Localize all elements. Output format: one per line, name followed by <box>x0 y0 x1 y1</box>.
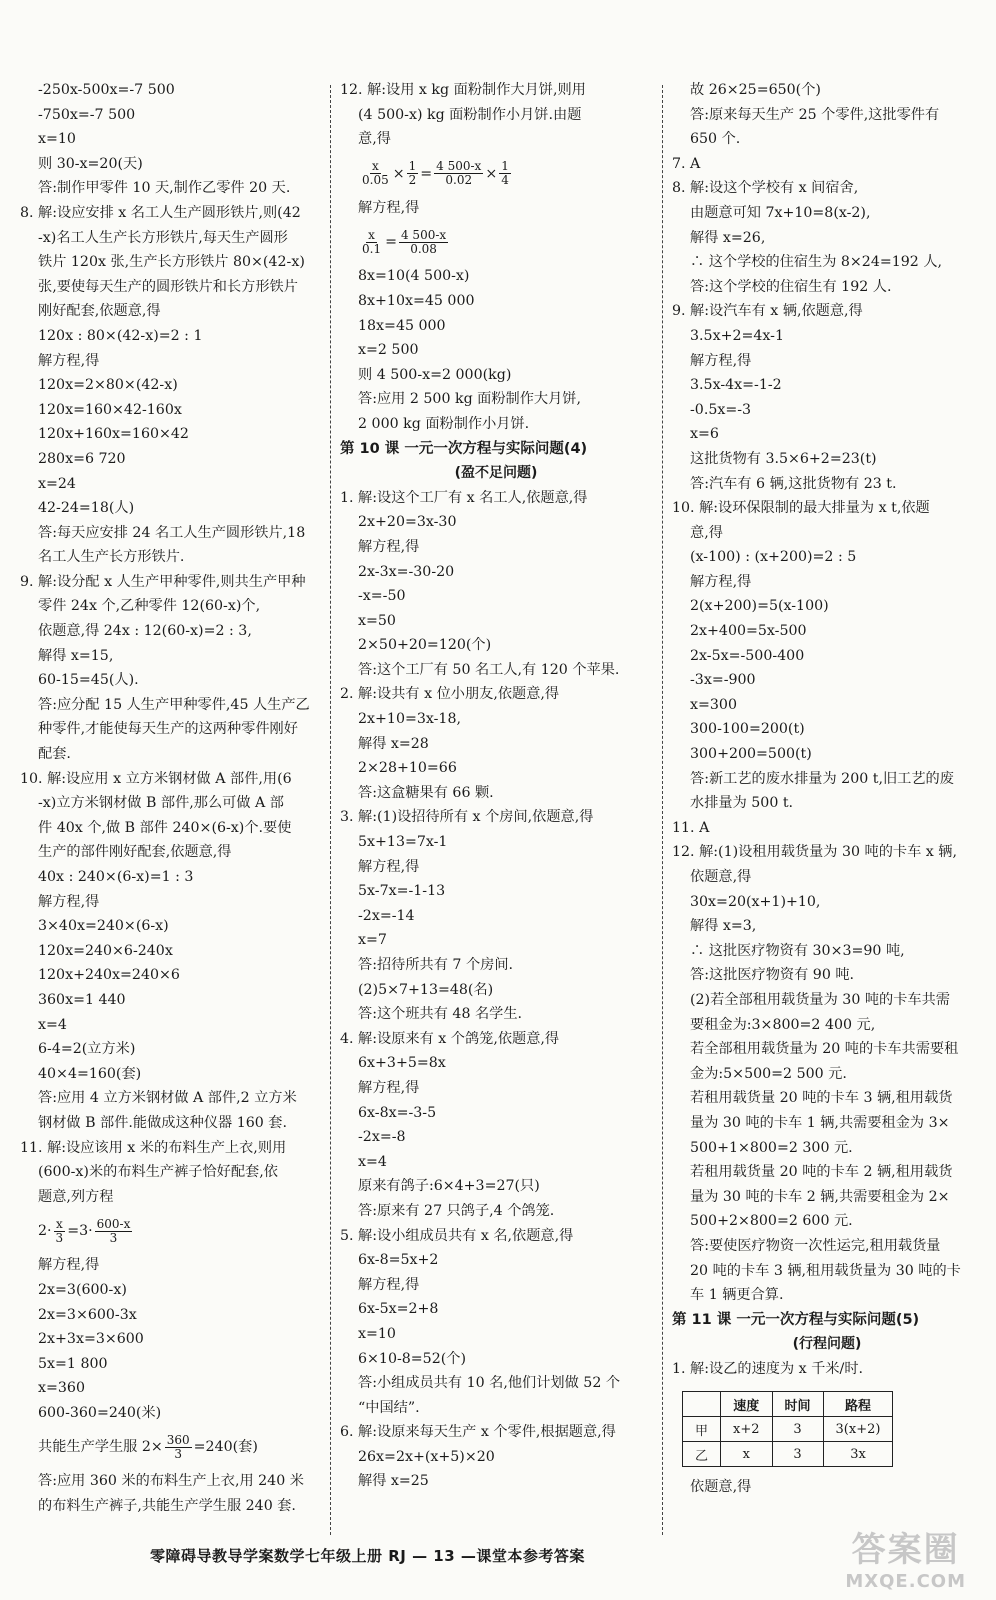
text-line: 2x+20=3x-30 <box>358 514 457 531</box>
text-line: 6×10-8=52(个) <box>358 1350 466 1367</box>
text-line: 解方程,得 <box>358 1276 420 1293</box>
column-1 <box>20 78 320 1550</box>
text-line: 2x+3x=3×600 <box>38 1331 144 1348</box>
text-line: ∴ 这批医疗物资有 30×3=90 吨, <box>690 942 905 959</box>
text-line: (600-x)米的布料生产裤子恰好配套,依 <box>38 1164 278 1181</box>
text-line: 11. A <box>672 819 710 836</box>
text-line: 答:原来每天生产 25 个零件,这批零件有 <box>690 106 940 123</box>
text-line: 答:原来有 27 只鸽子,4 个鸽笼. <box>358 1202 555 1219</box>
text-line: 120x : 80×(42-x)=2 : 1 <box>38 327 203 344</box>
text-line: 金为:5×500=2 500 元. <box>690 1065 847 1082</box>
text-line: 生产的部件刚好配套,依题意,得 <box>38 844 232 861</box>
text-line: 40x : 240×(6-x)=1 : 3 <box>38 869 194 885</box>
text-line: 11. 解:设应该用 x 米的布料生产上衣,则用 <box>20 1139 287 1156</box>
text-line: 3. 解:(1)设招待所有 x 个房间,依题意,得 <box>340 809 594 826</box>
text-line: 30x=20(x+1)+10, <box>690 893 821 910</box>
column-divider <box>330 85 331 1535</box>
text-line: 则 4 500-x=2 000(kg) <box>358 366 512 383</box>
text-line: x=6 <box>690 426 719 443</box>
text-line: 配套. <box>38 746 71 763</box>
text-line: 2 000 kg 面粉制作小月饼. <box>358 415 530 432</box>
text-line: 名工人生产长方形铁片. <box>38 549 185 566</box>
text-line: 答:这个学校的住宿生有 192 人. <box>690 278 892 295</box>
text-line: 答:要使医疗物资一次性运完,租用载货量 <box>690 1237 941 1254</box>
text-line: 解方程,得 <box>358 538 420 555</box>
fraction-equation: 2· $\frac{x}{3}$ =3· $\frac{600-x}{3}$ <box>38 1216 131 1245</box>
column-3 <box>672 78 982 1550</box>
text-line: 120x+240x=240×6 <box>38 967 180 984</box>
table-header-cell: 路程 <box>823 1392 893 1417</box>
text-line: 答:这个班共有 48 名学生. <box>358 1006 523 1023</box>
text-line: 解方程,得 <box>38 893 100 910</box>
text-line: 答:每天应安排 24 名工人生产圆形铁片,18 <box>38 524 306 541</box>
table-cell: 3x <box>823 1442 893 1467</box>
text-line: 10. 解:设环保限制的最大排量为 x t,依题 <box>672 500 930 517</box>
text-line: 量为 30 吨的卡车 1 辆,共需要租金为 3× <box>690 1114 950 1131</box>
text-line: 8x=10(4 500-x) <box>358 268 470 285</box>
text-line: 2. 解:设共有 x 位小朋友,依题意,得 <box>340 686 560 703</box>
table-cell: 3 <box>772 1417 823 1442</box>
text-line: 解方程,得 <box>358 199 420 216</box>
text-line: 若全部租用载货量为 20 吨的卡车共需要租 <box>690 1041 959 1058</box>
text-line: 依题意,得 <box>690 1479 752 1496</box>
text-line: 要租金为:3×800=2 400 元, <box>690 1016 876 1033</box>
text-line: 9. 解:设汽车有 x 辆,依题意,得 <box>672 303 863 320</box>
text-line: 答:小组成员共有 10 名,他们计划做 52 个 <box>358 1375 621 1392</box>
text-line: 12. 解:(1)设租用载货量为 30 吨的卡车 x 辆, <box>672 844 957 861</box>
watermark-url: MXQE.COM <box>845 1571 966 1592</box>
text-line: 答:应用 4 立方米钢材做 A 部件,2 立方米 <box>38 1090 297 1107</box>
text-line: x=2 500 <box>358 342 419 359</box>
text-line: -x)立方米钢材做 B 部件,那么可做 A 部 <box>38 795 284 812</box>
text-line: 120x=160×42-160x <box>38 401 182 418</box>
text-line: 解得 x=28 <box>358 735 429 752</box>
text-line: 2(x+200)=5(x-100) <box>690 598 829 615</box>
table-row <box>683 1417 893 1442</box>
text-line: 答:应用 360 米的布料生产上衣,用 240 米 <box>38 1473 304 1490</box>
text-line: 1. 解:设这个工厂有 x 名工人,依题意,得 <box>340 489 588 506</box>
text-line: 10. 解:设应用 x 立方米钢材做 A 部件,用(6 <box>20 770 292 787</box>
lesson-11-subtitle: (行程问题) <box>792 1336 862 1353</box>
text-line: 解得 x=15, <box>38 647 114 664</box>
text-line: 20 吨的卡车 3 辆,租用载货量为 30 吨的卡 <box>690 1262 961 1279</box>
lesson-10-subtitle: (盈不足问题) <box>454 465 538 482</box>
text-line: 6x-8=5x+2 <box>358 1252 439 1269</box>
text-line: 5. 解:设小组成员共有 x 名,依题意,得 <box>340 1227 574 1244</box>
text-line: 若租用载货量 20 吨的卡车 2 辆,租用载货 <box>690 1164 953 1181</box>
table-cell: 甲 <box>683 1417 721 1442</box>
fraction-equation: $\frac{x}{0.05}$ × $\frac{1}{2}$ = $\frac{4 500-x}{0.02}$ × $\frac{1}{4}$ <box>362 159 509 188</box>
text-line: 答:这个工厂有 50 名工人,有 120 个苹果. <box>358 661 620 678</box>
text-line: 5x=1 800 <box>38 1355 108 1372</box>
column-2 <box>340 78 652 1550</box>
text-line: x=4 <box>38 1016 67 1033</box>
text-line: 答:汽车有 6 辆,这批货物有 23 t. <box>690 475 897 492</box>
text-line: 意,得 <box>690 524 723 541</box>
text-line: 答:这盒糖果有 66 颗. <box>358 784 494 801</box>
table-cell: 3(x+2) <box>823 1417 893 1442</box>
text-line: 2x=3(600-x) <box>38 1281 127 1298</box>
text-line: 答:制作甲零件 10 天,制作乙零件 20 天. <box>38 180 291 197</box>
text-line: ∴ 这个学校的住宿生为 8×24=192 人, <box>690 254 943 271</box>
text-line: 2×28+10=66 <box>358 760 457 777</box>
table-header-cell <box>683 1392 721 1417</box>
text-line: -2x=-8 <box>358 1129 406 1146</box>
text-line: 42-24=18(人) <box>38 500 135 517</box>
text-line: 500+1×800=2 300 元. <box>690 1139 853 1156</box>
text-line: 3×40x=240×(6-x) <box>38 918 169 935</box>
text-line: -3x=-900 <box>690 672 756 689</box>
text-line: 2x-3x=-30-20 <box>358 563 455 580</box>
table-header-cell: 时间 <box>772 1392 823 1417</box>
text-line: 6. 解:设原来每天生产 x 个零件,根据题意,得 <box>340 1424 616 1441</box>
text-line: 答:招待所共有 7 个房间. <box>358 957 514 973</box>
lesson-11-title: 第 11 课 一元一次方程与实际问题(5) <box>672 1311 920 1328</box>
text-line: (x-100) : (x+200)=2 : 5 <box>690 549 857 566</box>
text-line: 280x=6 720 <box>38 450 126 467</box>
text-line: 500+2×800=2 600 元. <box>690 1213 853 1230</box>
text-line: 解方程,得 <box>690 352 752 369</box>
speed-table <box>682 1391 893 1467</box>
text-line: 4. 解:设原来有 x 个鸽笼,依题意,得 <box>340 1030 560 1047</box>
text-line: 6x-8x=-3-5 <box>358 1104 437 1121</box>
text-line: 车 1 辆更合算. <box>690 1287 784 1304</box>
text-line: 8x+10x=45 000 <box>358 292 475 309</box>
text-line: x=10 <box>38 131 76 148</box>
text-line: 刚好配套,依题意,得 <box>38 303 161 320</box>
watermark-logo <box>845 1522 966 1592</box>
text-line: 3.5x-4x=-1-2 <box>690 377 782 394</box>
text-line: 种零件,才能使每天生产的这两种零件刚好 <box>38 721 298 738</box>
text-line: 2x+10=3x-18, <box>358 711 461 728</box>
text-line: 7. A <box>672 155 701 172</box>
text-line: 300-100=200(t) <box>690 721 805 738</box>
text-line: 8. 解:设这个学校有 x 间宿舍, <box>672 180 859 197</box>
text-line: 件 40x 个,做 B 部件 240×(6-x)个.要使 <box>38 819 292 836</box>
text-line: x=4 <box>358 1153 387 1170</box>
text-line: x=10 <box>358 1325 396 1342</box>
text-line: 120x+160x=160×42 <box>38 426 189 443</box>
text-line: 解方程,得 <box>38 352 100 369</box>
text-line: 600-360=240(米) <box>38 1404 162 1421</box>
text-line: 9. 解:设分配 x 人生产甲种零件,则共生产甲种 <box>20 573 306 590</box>
text-line: 若租用载货量 20 吨的卡车 3 辆,租用载货 <box>690 1090 953 1107</box>
text-line: -x)名工人生产长方形铁片,每天生产圆形 <box>38 229 288 246</box>
text-line: 依题意,得 <box>690 869 752 885</box>
text-line: 铁片 120x 张,生产长方形铁片 80×(42-x) <box>38 254 305 271</box>
text-line: -250x-500x=-7 500 <box>38 82 175 98</box>
text-line: 故 26×25=650(个) <box>690 82 821 98</box>
text-line: 6-4=2(立方米) <box>38 1041 136 1058</box>
text-line: 6x+3+5=8x <box>358 1055 446 1072</box>
text-line: 钢材做 B 部件.能做成这种仪器 160 套. <box>38 1114 288 1131</box>
text-line: 的布料生产裤子,共能生产学生服 240 套. <box>38 1498 296 1515</box>
text-line: 依题意,得 24x : 12(60-x)=2 : 3, <box>38 623 252 640</box>
text-line: (2)5×7+13=48(名) <box>358 981 494 998</box>
text-line: 零件 24x 个,乙种零件 12(60-x)个, <box>38 598 261 615</box>
text-line: 水排量为 500 t. <box>690 795 794 812</box>
column-divider <box>662 85 663 1535</box>
text-line: 120x=2×80×(42-x) <box>38 377 178 394</box>
text-line: 解得 x=26, <box>690 229 766 246</box>
text-line: 由题意可知 7x+10=8(x-2), <box>690 204 871 221</box>
text-line: 8. 解:设应安排 x 名工人生产圆形铁片,则(42 <box>20 204 301 221</box>
text-line: 解方程,得 <box>358 1079 420 1096</box>
text-line: 原来有鸽子:6×4+3=27(只) <box>358 1178 540 1195</box>
text-line: (4 500-x) kg 面粉制作小月饼.由题 <box>358 106 582 123</box>
text-line: 解得 x=25 <box>358 1473 429 1490</box>
text-line: x=7 <box>358 932 387 949</box>
text-line: 这批货物有 3.5×6+2=23(t) <box>690 450 877 467</box>
fraction-equation: $\frac{x}{0.1}$ = $\frac{4 500-x}{0.08}$ <box>362 227 447 256</box>
text-line: x=50 <box>358 612 396 629</box>
text-line: x=24 <box>38 475 76 492</box>
text-line: -750x=-7 500 <box>38 106 136 123</box>
text-line: 6x-5x=2+8 <box>358 1301 439 1318</box>
text-line: 18x=45 000 <box>358 317 446 334</box>
table-header-row <box>683 1392 893 1417</box>
table-cell: 乙 <box>683 1442 721 1467</box>
text-line: 2x=3×600-3x <box>38 1306 137 1323</box>
text-line: 2x-5x=-500-400 <box>690 647 805 664</box>
text-line: 量为 30 吨的卡车 2 辆,共需要租金为 2× <box>690 1188 950 1205</box>
text-line: 则 30-x=20(天) <box>38 155 143 172</box>
table-cell: 3 <box>772 1442 823 1467</box>
text-line: -x=-50 <box>358 588 406 605</box>
text-line: 答:新工艺的废水排量为 200 t,旧工艺的废 <box>690 770 954 787</box>
text-line: 12. 解:设用 x kg 面粉制作大月饼,则用 <box>340 82 586 98</box>
table-header-cell: 速度 <box>721 1392 773 1417</box>
text-line: 解方程,得 <box>38 1257 100 1274</box>
text-line: 2x+400=5x-500 <box>690 623 807 640</box>
text-line: 答:应分配 15 人生产甲种零件,45 人生产乙 <box>38 696 310 713</box>
fraction-line: 共能生产学生服 2× $\frac{360}{3}$ =240(套) <box>38 1432 258 1461</box>
table-cell: x+2 <box>721 1417 773 1442</box>
text-line: 26x=2x+(x+5)×20 <box>358 1448 495 1465</box>
text-line: 3.5x+2=4x-1 <box>690 327 784 344</box>
text-line: 题意,列方程 <box>38 1188 114 1205</box>
text-line: 120x=240×6-240x <box>38 942 173 959</box>
text-line: 360x=1 440 <box>38 991 126 1008</box>
text-line: x=360 <box>38 1380 85 1397</box>
watermark-text: 答案圈 <box>851 1530 960 1570</box>
text-line: 40×4=160(套) <box>38 1065 142 1082</box>
text-line: x=300 <box>690 696 737 713</box>
text-line: “中国结”. <box>358 1399 420 1416</box>
text-line: 解方程,得 <box>690 573 752 590</box>
text-line: 60-15=45(人). <box>38 672 139 689</box>
text-line: 5x+13=7x-1 <box>358 834 448 851</box>
text-line: 解方程,得 <box>358 858 420 875</box>
text-line: -2x=-14 <box>358 907 415 924</box>
text-line: 5x-7x=-1-13 <box>358 883 446 900</box>
text-line: 张,要使每天生产的圆形铁片和长方形铁片 <box>38 278 298 295</box>
text-line: 2×50+20=120(个) <box>358 637 492 654</box>
text-line: 300+200=500(t) <box>690 746 812 763</box>
table-cell: x <box>721 1442 773 1467</box>
text-line: 解得 x=3, <box>690 918 757 935</box>
text-line: 1. 解:设乙的速度为 x 千米/时. <box>672 1360 864 1377</box>
text-line: 答:应用 2 500 kg 面粉制作大月饼, <box>358 391 581 408</box>
text-line: -0.5x=-3 <box>690 401 752 418</box>
page-footer: 零障碍导教导学案数学七年级上册 RJ — 13 —课堂本参考答案 <box>150 1547 585 1565</box>
table-row <box>683 1442 893 1467</box>
text-line: 答:这批医疗物资有 90 吨. <box>690 967 855 984</box>
text-line: (2)若全部租用载货量为 30 吨的卡车共需 <box>690 991 950 1008</box>
text-line: 650 个. <box>690 131 741 148</box>
lesson-10-title: 第 10 课 一元一次方程与实际问题(4) <box>340 440 588 457</box>
text-line: 意,得 <box>358 131 391 148</box>
